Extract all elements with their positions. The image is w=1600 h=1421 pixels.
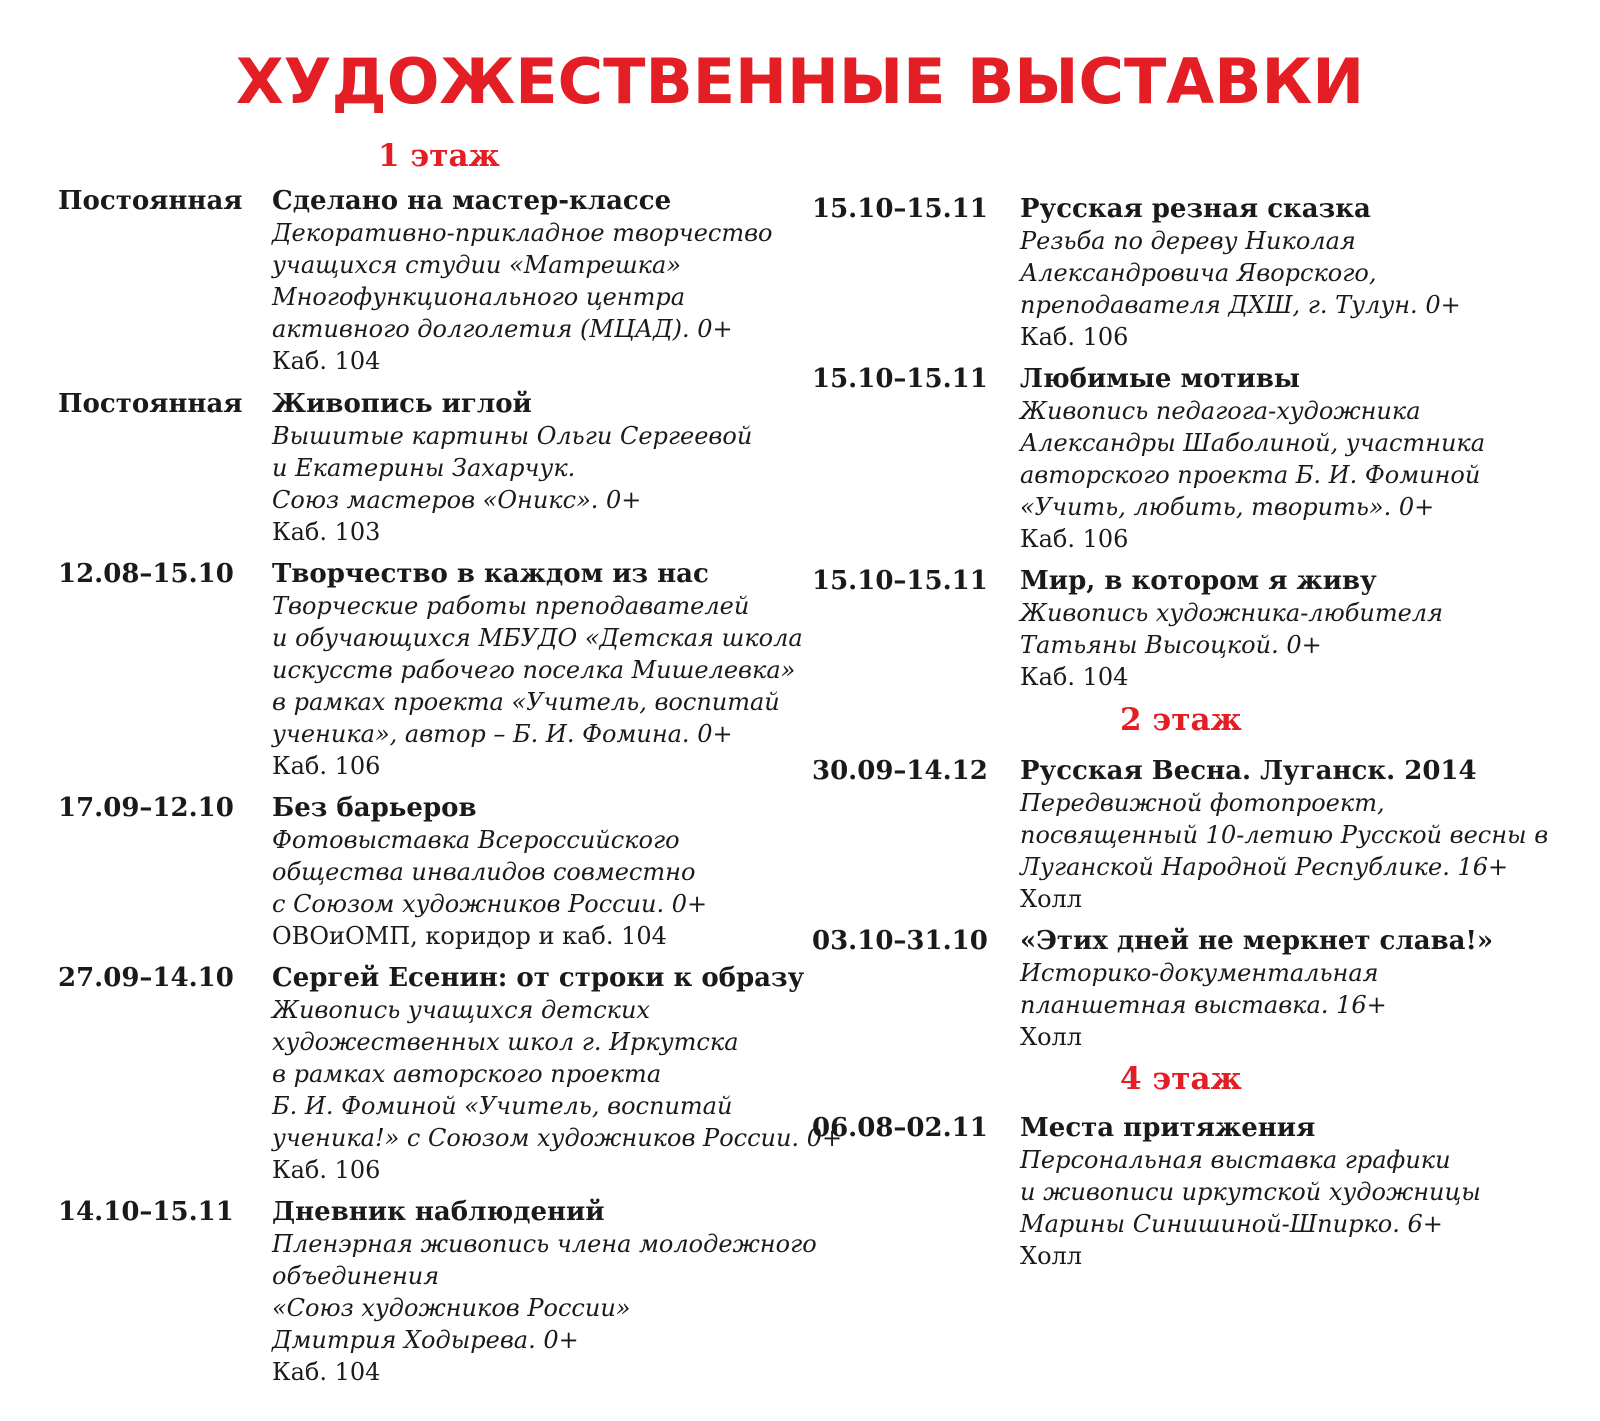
exhibition-description: Передвижной фотопроект, посвященный 10-летию Русской весны в Луганской Народной Республике. 16+ bbox=[1020, 789, 1549, 881]
exhibition-room: Каб. 103 bbox=[272, 518, 381, 546]
exhibition-date: 17.09–12.10 bbox=[58, 793, 234, 823]
exhibition-date: 15.10–15.11 bbox=[812, 364, 988, 394]
exhibition-room: Каб. 104 bbox=[272, 1358, 381, 1386]
exhibition-description: Вышитые картины Ольги Сергеевой и Екатерины Захарчук. Союз мастеров «Оникс». 0+ bbox=[272, 422, 753, 514]
exhibition-date: 15.10–15.11 bbox=[812, 566, 988, 596]
exhibition-room: Каб. 104 bbox=[1020, 663, 1129, 691]
exhibition-name: Без барьеров bbox=[272, 793, 477, 823]
exhibition-name: Мир, в котором я живу bbox=[1020, 566, 1377, 596]
exhibition-description: Живопись художника-любителя Татьяны Высоцкой. 0+ bbox=[1020, 599, 1443, 659]
exhibition-name: Творчество в каждом из нас bbox=[272, 559, 709, 589]
exhibition-room: Холл bbox=[1020, 885, 1083, 913]
exhibition-date: 15.10–15.11 bbox=[812, 194, 988, 224]
exhibition-room: Каб. 106 bbox=[1020, 525, 1129, 553]
exhibition-name: Сергей Есенин: от строки к образу bbox=[272, 963, 805, 993]
exhibition-description: Резьба по дереву Николая Александровича Яворского, преподавателя ДХШ, г. Тулун. 0+ bbox=[1020, 227, 1461, 319]
exhibition-room: Каб. 106 bbox=[1020, 323, 1129, 351]
page-title: ХУДОЖЕСТВЕННЫЕ ВЫСТАВКИ bbox=[235, 45, 1365, 118]
floor-heading-2: 2 этаж bbox=[1120, 702, 1242, 738]
exhibition-description: Историко-документальная планшетная выставка. 16+ bbox=[1020, 959, 1387, 1019]
exhibition-room: ОВОиОМП, коридор и каб. 104 bbox=[272, 922, 667, 950]
exhibition-description: Фотовыставка Всероссийского общества инвалидов совместно с Союзом художников России. 0+ bbox=[272, 826, 708, 918]
exhibition-description: Декоративно-прикладное творчество учащихся студии «Матрешка» Многофункционального центра активного долголетия (МЦАД). 0+ bbox=[272, 219, 773, 343]
exhibition-name: Сделано на мастер-классе bbox=[272, 186, 672, 216]
exhibition-date: 06.08–02.11 bbox=[812, 1113, 988, 1143]
exhibition-date: 03.10–31.10 bbox=[812, 926, 988, 956]
exhibition-description: Пленэрная живопись члена молодежного объединения «Союз художников России» Дмитрия Ходырева. 0+ bbox=[272, 1230, 817, 1354]
exhibition-name: Любимые мотивы bbox=[1020, 364, 1300, 394]
exhibition-date: Постоянная bbox=[58, 186, 243, 216]
exhibition-name: Дневник наблюдений bbox=[272, 1197, 605, 1227]
exhibition-date: 14.10–15.11 bbox=[58, 1197, 234, 1227]
exhibition-room: Холл bbox=[1020, 1242, 1083, 1270]
exhibition-name: Живопись иглой bbox=[272, 389, 532, 419]
exhibition-name: Русская резная сказка bbox=[1020, 194, 1371, 224]
exhibition-room: Каб. 104 bbox=[272, 347, 381, 375]
exhibition-date: 12.08–15.10 bbox=[58, 559, 234, 589]
floor-heading-4: 4 этаж bbox=[1120, 1061, 1242, 1097]
exhibition-room: Холл bbox=[1020, 1023, 1083, 1051]
exhibition-room: Каб. 106 bbox=[272, 1156, 381, 1184]
exhibition-name: «Этих дней не меркнет слава!» bbox=[1020, 926, 1494, 956]
exhibition-date: 30.09–14.12 bbox=[812, 756, 988, 786]
floor-heading-1: 1 этаж bbox=[378, 138, 500, 174]
exhibition-description: Живопись педагога-художника Александры Шаболиной, участника авторского проекта Б. И. Фоминой «Учить, любить, творить». 0+ bbox=[1020, 397, 1486, 521]
exhibition-date: Постоянная bbox=[58, 389, 243, 419]
exhibition-room: Каб. 106 bbox=[272, 752, 381, 780]
exhibition-description: Живопись учащихся детских художественных школ г. Иркутска в рамках авторского проекта Б. И. Фоминой «Учитель, воспитай ученика!» с Союзом художников России. 0+ bbox=[272, 996, 843, 1152]
exhibition-date: 27.09–14.10 bbox=[58, 963, 234, 993]
exhibition-name: Места притяжения bbox=[1020, 1113, 1316, 1143]
exhibition-description: Персональная выставка графики и живописи иркутской художницы Марины Синишиной-Шпирко. 6+ bbox=[1020, 1146, 1481, 1238]
exhibition-name: Русская Весна. Луганск. 2014 bbox=[1020, 756, 1477, 786]
exhibition-description: Творческие работы преподавателей и обучающихся МБУДО «Детская школа искусств рабочего поселка Мишелевка» в рамках проекта «Учитель, воспитай ученика», автор – Б. И. Фомина. 0+ bbox=[272, 592, 803, 748]
